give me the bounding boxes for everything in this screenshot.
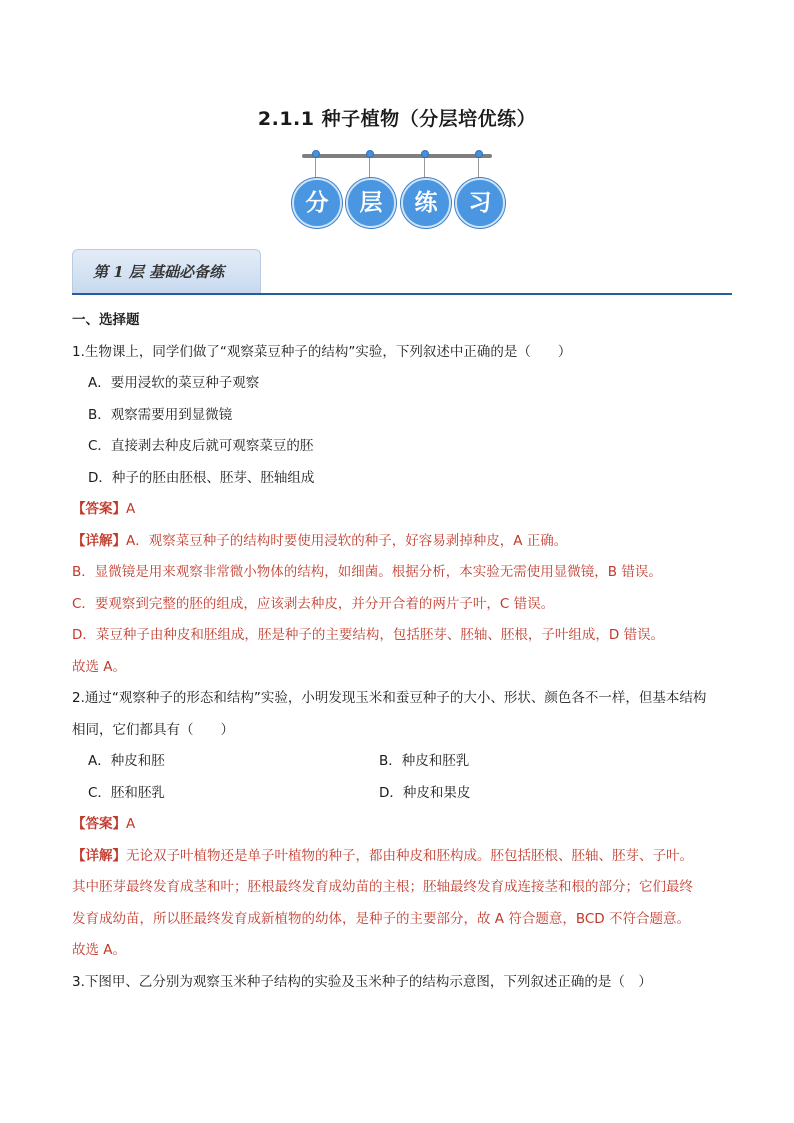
q3-stem: 3.下图甲、乙分别为观察玉米种子结构的实验及玉米种子的结构示意图，下列叙述正确的是（ ） — [72, 973, 652, 990]
q1-conclusion: 故选 A。 — [72, 658, 127, 675]
q2-option-c: C．胚和胚乳 — [88, 784, 165, 801]
hanger-wire — [369, 158, 370, 178]
q2-detail-line — [72, 841, 732, 873]
tab-underline — [72, 293, 732, 295]
hanger-peg — [421, 150, 429, 158]
q1-answer — [72, 494, 732, 526]
q2-detail-line: 其中胚芽最终发育成茎和叶；胚根最终发育成幼苗的主根；胚轴最终发育成连接茎和根的部分；它们最终 — [72, 879, 693, 895]
hanger-wire — [315, 158, 316, 178]
hanger-wire — [478, 158, 479, 178]
hanger-wire — [424, 158, 425, 178]
q2-option-a: A．种皮和胚 — [88, 753, 165, 769]
badge-char: 练 — [401, 178, 451, 228]
detail-text: 无论双子叶植物还是单子叶植物的种子，都由种皮和胚构成。胚包括胚根、胚轴、胚芽、子叶。 — [126, 847, 693, 864]
badge-char: 习 — [455, 178, 505, 228]
q1-detail-line — [72, 526, 732, 558]
q2-stem: 相同，它们都具有（ ） — [72, 721, 234, 738]
q2-option-b: B．种皮和胚乳 — [379, 753, 470, 769]
page-title: 2.1.1 种子植物（分层培优练） — [257, 108, 537, 130]
hanger-peg — [366, 150, 374, 158]
q2-option-d: D．种皮和果皮 — [379, 784, 471, 801]
q1-detail-line: D．菜豆种子由种皮和胚组成，胚是种子的主要结构，包括胚芽、胚轴、胚根，子叶组成，D 错误。 — [72, 627, 665, 643]
q1-option-c: C．直接剥去种皮后就可观察菜豆的胚 — [88, 438, 314, 454]
q2-detail-line: 发育成幼苗，所以胚最终发育成新植物的幼体，是种子的主要部分，故 A 符合题意，BCD 不符合题意。 — [72, 910, 690, 927]
detail-tag: 【详解】 — [72, 847, 126, 864]
q1-detail-line: B．显微镜是用来观察非常微小物体的结构，如细菌。根据分析，本实验无需使用显微镜，B 错误。 — [72, 564, 662, 580]
q2-options-row — [72, 778, 732, 810]
answer-value: A — [126, 816, 136, 832]
answer-tag: 【答案】 — [72, 816, 126, 832]
answer-value: A — [126, 501, 136, 517]
q1-detail-line: C．要观察到完整的胚的组成，应该剥去种皮，并分开合着的两片子叶，C 错误。 — [72, 595, 555, 612]
q2-stem: 2.通过“观察种子的形态和结构”实验，小明发现玉米和蚕豆种子的大小、形状、颜色各不一样，但基本结构 — [72, 690, 707, 706]
hanger-peg — [475, 150, 483, 158]
q1-option-b: B．观察需要用到显微镜 — [88, 406, 233, 423]
section-badges — [292, 178, 506, 226]
hanger-peg — [312, 150, 320, 158]
q2-conclusion: 故选 A。 — [72, 942, 127, 958]
header-hanger-bar — [302, 154, 492, 158]
badge-char: 层 — [346, 178, 396, 228]
q2-answer — [72, 809, 732, 841]
badge-char: 分 — [292, 178, 342, 228]
question-list — [72, 305, 732, 998]
answer-tag: 【答案】 — [72, 501, 126, 517]
section-heading: 一、选择题 — [72, 312, 140, 328]
q2-options-row — [72, 746, 732, 778]
q1-option-a: A．要用浸软的菜豆种子观察 — [88, 375, 260, 391]
layer-tab: 第 1 层 基础必备练 — [72, 249, 261, 293]
detail-tag: 【详解】 — [72, 532, 126, 549]
q1-option-d: D．种子的胚由胚根、胚芽、胚轴组成 — [88, 469, 315, 486]
q1-stem: 1.生物课上，同学们做了“观察菜豆种子的结构”实验，下列叙述中正确的是（ ） — [72, 343, 572, 360]
detail-text: A．观察菜豆种子的结构时要使用浸软的种子，好容易剥掉种皮，A 正确。 — [126, 532, 568, 549]
